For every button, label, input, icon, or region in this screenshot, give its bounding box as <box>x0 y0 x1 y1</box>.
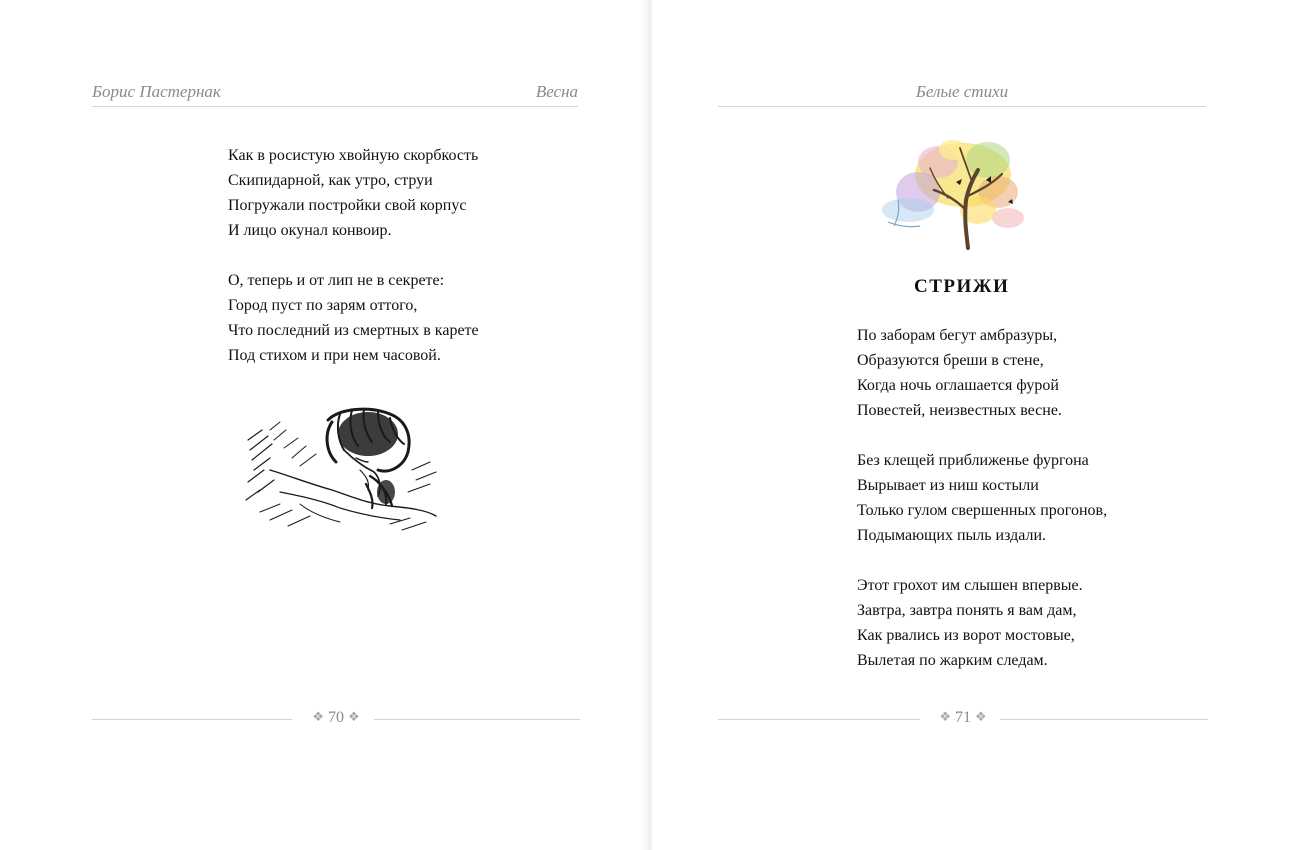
poem-line: Повестей, неизвестных весне. <box>857 402 1062 419</box>
watercolor-tree-with-swifts-icon <box>868 130 1033 255</box>
right-page <box>652 0 1299 850</box>
running-head <box>92 80 578 107</box>
poem-line: Погружали постройки свой корпус <box>228 197 467 214</box>
diamond-flourish-icon: ❖ <box>975 709 987 724</box>
poem-line: Только гулом свершенных прогонов, <box>857 502 1108 519</box>
diamond-flourish-icon: ❖ <box>348 709 360 724</box>
section-title: Весна <box>535 82 578 101</box>
poem-line: По заборам бегут амбразуры, <box>857 327 1058 344</box>
poem-line: Что последний из смертных в карете <box>228 322 479 339</box>
poem-line: Как рвались из ворот мостовые, <box>857 627 1075 644</box>
author-name: Борис Пастернак <box>92 82 221 101</box>
poem-title: СТРИЖИ <box>914 276 1010 297</box>
poem-line: Подымающих пыль издали. <box>857 527 1047 544</box>
poem-line: Образуются бреши в стене, <box>857 352 1044 369</box>
poem-line: Когда ночь оглашается фурой <box>857 377 1059 394</box>
poem-line: О, теперь и от лип не в секрете: <box>228 272 445 289</box>
footer-rule <box>92 719 292 720</box>
footer-rule <box>1000 719 1208 720</box>
poem-line: Этот грохот им слышен впервые. <box>857 577 1083 594</box>
running-head <box>718 80 1206 107</box>
poem-line: Скипидарной, как утро, струи <box>228 172 433 189</box>
poem-body <box>228 143 528 393</box>
diamond-flourish-icon: ❖ <box>312 709 324 724</box>
stanza <box>857 448 1177 548</box>
stanza <box>857 573 1177 673</box>
poem-line: Вырывает из ниш костыли <box>857 477 1039 494</box>
diamond-flourish-icon: ❖ <box>939 709 951 724</box>
page-footer <box>92 709 580 729</box>
poem-body <box>857 323 1177 698</box>
page-footer <box>718 709 1208 729</box>
poem-line: Вылетая по жарким следам. <box>857 652 1048 669</box>
poem-line: Как в росистую хвойную скорбкость <box>228 147 479 164</box>
poem-line: Под стихом и при нем часовой. <box>228 347 441 364</box>
stanza <box>857 323 1177 423</box>
left-page <box>0 0 648 850</box>
footer-rule <box>374 719 580 720</box>
section-title: Белые стихи <box>915 82 1009 101</box>
ink-sketch-sleeping-man-icon <box>240 400 445 535</box>
poem-line: Без клещей приближенье фургона <box>857 452 1089 469</box>
page-number <box>308 709 363 727</box>
stanza <box>228 268 528 368</box>
page-number-value: 71 <box>955 709 971 726</box>
page-number-value: 70 <box>328 709 344 726</box>
poem-line: Завтра, завтра понять я вам дам, <box>857 602 1077 619</box>
poem-line: Город пуст по зарям оттого, <box>228 297 418 314</box>
footer-rule <box>718 719 920 720</box>
stanza <box>228 143 528 243</box>
page-number <box>935 709 990 727</box>
poem-line: И лицо окунал конвоир. <box>228 222 392 239</box>
